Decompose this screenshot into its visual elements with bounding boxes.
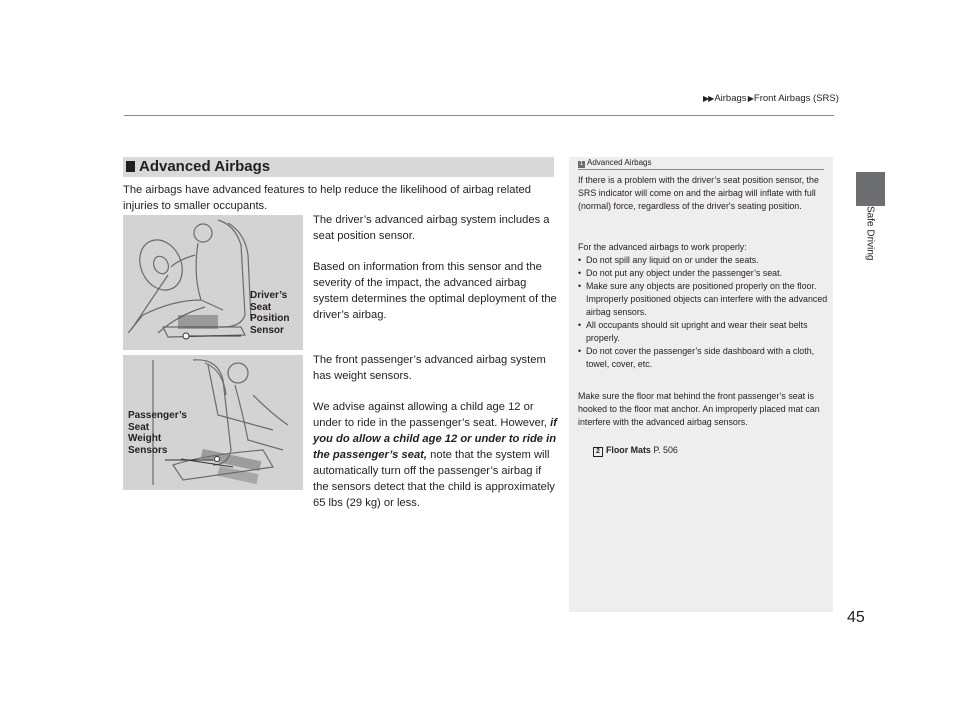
note-paragraph-3: Make sure the floor mat behind the front passenger’s seat is hooked to the floor mat anchor. An improperly placed mat can interfere with the advanced airbag sensors.: [578, 391, 820, 427]
child-warning-text: We advise against allowing a child age 12 or under to ride in the passenger’s seat. However,: [313, 401, 551, 429]
header-divider: [124, 115, 834, 116]
cross-reference-icon: 2: [593, 447, 603, 457]
xref-title: Floor Mats: [606, 445, 651, 455]
breadcrumb-arrow-icon: ▶: [746, 94, 753, 103]
driver-label-line: Seat: [250, 301, 272, 313]
passenger-sensor-label: [128, 410, 187, 456]
floor-mats-link[interactable]: [593, 444, 843, 457]
note-paragraph-1: If there is a problem with the driver’s seat position sensor, the SRS indicator will come on and the airbag will inflate with full (normal) force, regardless of the driver's seating position.: [578, 175, 819, 211]
section-square-icon: [126, 161, 135, 172]
note-paragraph-2: For the advanced airbags to work properly:: [578, 242, 747, 252]
child-warning-emphasis: if you do allow a child age 12 or under to ride in the passenger’s seat,: [313, 417, 557, 461]
chapter-tab-marker: [856, 172, 885, 206]
passenger-paragraph: The front passenger’s advanced airbag system has weight sensors.: [313, 354, 546, 382]
child-warning-text-end: note that the system will automatically turn off the passenger’s airbag if the sensors detect that the child is approximately 65 lbs (29 kg) or less.: [313, 449, 555, 509]
note-bullet: • All occupants should sit upright and wear their seat belts properly.: [578, 319, 828, 345]
note-divider: [578, 169, 824, 170]
passenger-label-line: Weight: [128, 433, 162, 444]
note-bullet: • Make sure any objects are positioned properly on the floor. Improperly positioned objects can interfere with the advanced airbag sensors.: [578, 280, 828, 319]
chapter-tab-label: Safe Driving: [864, 206, 876, 261]
breadcrumb-item-front-airbags[interactable]: Front Airbags (SRS): [753, 93, 839, 104]
note-bullet: • Do not put any object under the passenger’s seat.: [578, 267, 828, 280]
breadcrumb-arrow-icon: ▶▶: [703, 94, 714, 103]
driver-paragraph: The driver’s advanced airbag system includes a seat position sensor.: [313, 214, 550, 242]
chapter-tab[interactable]: [856, 206, 885, 316]
note-bullet-list: [578, 254, 828, 371]
driver-sensor-label: [250, 290, 289, 336]
driver-label-line: Sensor: [250, 324, 284, 336]
section-title: Advanced Airbags: [139, 158, 271, 175]
passenger-label-line: Seat: [128, 421, 150, 433]
intro-paragraph: The airbags have advanced features to help reduce the likelihood of airbag related injuries to smaller occupants.: [123, 184, 531, 212]
driver-label-line: Position: [250, 313, 290, 324]
note-bullet: • Do not cover the passenger’s side dashboard with a cloth, towel, cover, etc.: [578, 345, 828, 371]
xref-page: P. 506: [653, 445, 678, 455]
passenger-label-line: Passenger’s: [128, 410, 187, 421]
breadcrumb-item-airbags[interactable]: Airbags: [714, 93, 747, 104]
note-marker-icon: 1: [579, 161, 584, 167]
driver-seat-illustration: [123, 215, 303, 350]
driver-label-line: Driver’s: [250, 290, 288, 301]
section-heading: [123, 157, 554, 177]
side-note-panel: [569, 157, 833, 612]
child-warning-paragraph: [313, 399, 559, 511]
note-bullet: • Do not spill any liquid on or under the seats.: [578, 254, 828, 267]
impact-paragraph: Based on information from this sensor and the severity of the impact, the advanced airbag system determines the optimal deployment of the driver’s airbag.: [313, 261, 557, 321]
note-heading-text: Advanced Airbags: [587, 158, 652, 167]
passenger-seat-illustration: [123, 355, 303, 490]
passenger-label-line: Sensors: [128, 444, 168, 456]
cross-reference: [593, 445, 651, 455]
breadcrumb: [703, 93, 839, 104]
page-number: 45: [847, 609, 865, 626]
note-heading: [578, 158, 652, 168]
